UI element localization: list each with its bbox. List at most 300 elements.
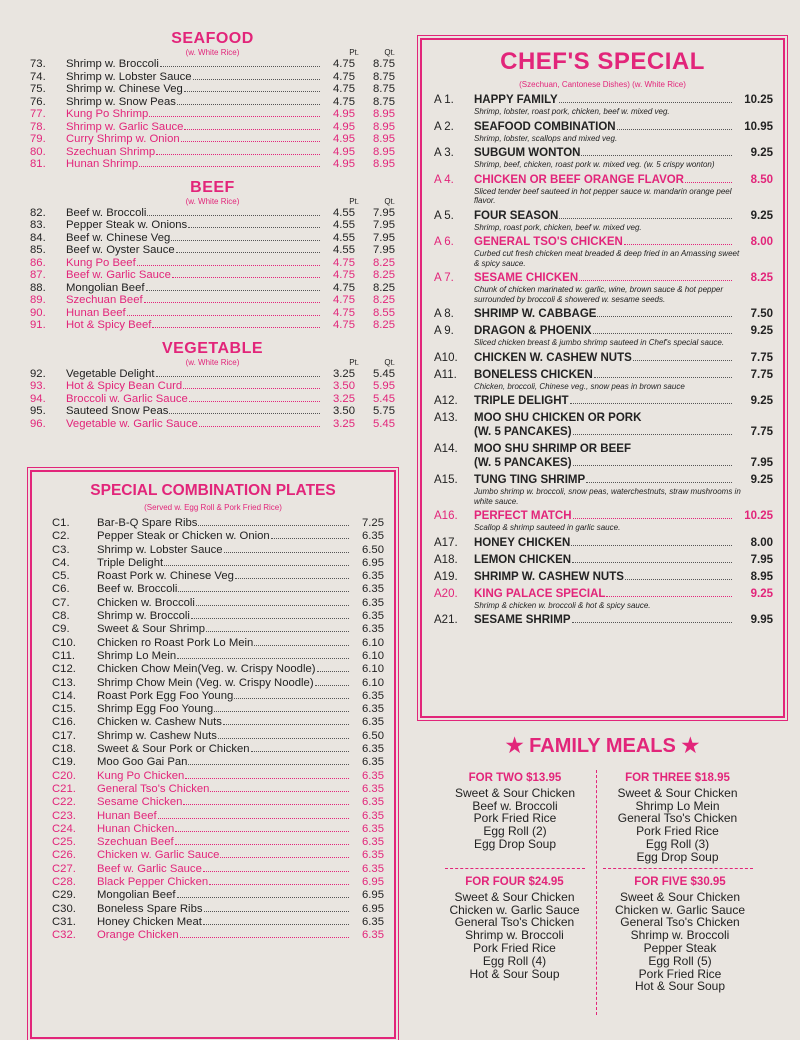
item-number: 74. xyxy=(30,70,46,83)
item-price: 6.10 xyxy=(362,636,384,649)
price-pint: 4.75 xyxy=(333,306,355,319)
item-price: 7.75 xyxy=(750,368,773,381)
item-name: General Tso's Chicken xyxy=(97,782,210,795)
menu-item xyxy=(30,393,395,406)
price-quart: 5.75 xyxy=(373,405,395,417)
item-number: A16. xyxy=(434,510,458,522)
leader-dots xyxy=(572,622,733,623)
price-pint: 4.75 xyxy=(333,256,355,269)
chef-title: CHEF'S SPECIAL xyxy=(500,48,705,75)
item-number: A 9. xyxy=(434,325,454,337)
item-number: C17. xyxy=(52,729,76,742)
item-price: 6.35 xyxy=(362,703,384,716)
combo-subtitle: (Served w. Egg Roll & Pork Fried Rice) xyxy=(144,503,282,512)
item-number: 89. xyxy=(30,294,46,306)
combo-item xyxy=(52,570,384,583)
price-quart: 8.75 xyxy=(373,58,395,70)
item-name: Beef w. Broccoli xyxy=(66,206,147,219)
combo-item xyxy=(52,544,384,557)
leader-dots xyxy=(271,538,349,539)
item-price: 7.95 xyxy=(750,457,773,469)
family-meal-item: General Tso's Chicken xyxy=(454,915,575,930)
chef-subtitle: (Szechuan, Cantonese Dishes) (w. White Rice) xyxy=(519,80,686,89)
item-price: 8.00 xyxy=(750,536,773,549)
item-name: Shrimp w. Cashew Nuts xyxy=(97,729,217,742)
price-quart: 8.25 xyxy=(373,256,395,269)
item-price: 9.25 xyxy=(750,209,773,222)
chef-item xyxy=(434,235,773,268)
item-number: 73. xyxy=(30,58,46,70)
family-meal-item: Pepper Steak xyxy=(643,940,717,955)
chef-item-row xyxy=(434,394,773,408)
price-pint: 4.75 xyxy=(333,319,355,331)
item-name: PERFECT MATCH xyxy=(474,510,572,522)
chef-item-row xyxy=(434,93,773,107)
item-number: A17. xyxy=(434,536,458,549)
item-number: A20. xyxy=(434,587,458,600)
chef-item xyxy=(434,536,773,550)
item-number: 84. xyxy=(30,231,46,244)
leader-dots xyxy=(559,102,732,103)
divider xyxy=(603,868,753,869)
leader-dots xyxy=(188,764,349,765)
item-number: 76. xyxy=(30,95,46,108)
item-name: Curry Shrimp w. Onion xyxy=(66,133,180,145)
family-meal-item: Hot & Sour Soup xyxy=(634,979,726,994)
item-number: A19. xyxy=(434,570,458,583)
family-meal-item: General Tso's Chicken xyxy=(620,915,740,930)
menu-item xyxy=(30,269,395,282)
leader-dots xyxy=(147,215,320,216)
beef-list xyxy=(30,207,395,332)
item-name: LEMON CHICKEN xyxy=(474,553,572,566)
combo-item xyxy=(52,610,384,623)
item-name: Hot & Spicy Beef xyxy=(66,319,152,331)
combo-item xyxy=(52,916,384,929)
section-subtitle: (w. White Rice) xyxy=(185,357,240,367)
price-pint: 4.75 xyxy=(333,95,355,108)
leader-dots xyxy=(177,897,349,898)
item-number: C14. xyxy=(52,689,76,702)
price-quart: 5.45 xyxy=(373,392,395,405)
family-meal-item: Hot & Sour Soup xyxy=(469,966,560,981)
price-pint: 4.95 xyxy=(333,145,355,158)
leader-dots xyxy=(586,482,732,483)
price-pint: 4.75 xyxy=(333,70,355,83)
item-number: A11. xyxy=(434,368,457,381)
item-name: Beef w. Chinese Veg xyxy=(66,231,171,244)
price-pint: 4.55 xyxy=(333,219,355,231)
item-name: SHRIMP W. CASHEW NUTS xyxy=(474,570,624,583)
family-meal-item: Egg Drop Soup xyxy=(473,836,557,851)
item-name: DRAGON & PHOENIX xyxy=(474,325,592,337)
item-number: 91. xyxy=(30,319,46,331)
menu-item xyxy=(30,294,395,307)
combo-item xyxy=(52,796,384,809)
price-quart: 8.75 xyxy=(373,95,395,108)
leader-dots xyxy=(315,685,349,686)
price-pint: 3.50 xyxy=(333,380,355,392)
family-meal-item: Sweet & Sour Chicken xyxy=(454,889,575,904)
item-name: HAPPY FAMILY xyxy=(474,94,558,106)
menu-item xyxy=(30,232,395,245)
combo-item xyxy=(52,783,384,796)
menu-item xyxy=(30,257,395,270)
chefs-special-box xyxy=(420,38,785,718)
item-price: 10.25 xyxy=(744,510,773,522)
leader-dots xyxy=(184,91,320,92)
price-quart: 5.45 xyxy=(373,417,395,430)
combo-item xyxy=(52,690,384,703)
item-name: SEAFOOD COMBINATION xyxy=(474,120,616,133)
price-quart: 8.95 xyxy=(373,120,395,133)
combo-item xyxy=(52,677,384,690)
item-number: 87. xyxy=(30,269,46,281)
chef-item xyxy=(434,93,773,117)
item-name: MOO SHU SHRIMP OR BEEF xyxy=(474,443,631,455)
item-name: Chicken w. Cashew Nuts xyxy=(97,716,222,729)
size-header xyxy=(323,48,395,58)
item-name: Szechuan Beef xyxy=(97,836,174,849)
leader-dots xyxy=(177,658,349,659)
item-name: BONELESS CHICKEN xyxy=(474,368,593,381)
leader-dots xyxy=(573,434,732,435)
item-number: A15. xyxy=(434,474,458,486)
item-name: Chicken Chow Mein(Veg. w. Crispy Noodle) xyxy=(97,663,316,676)
combo-item xyxy=(52,770,384,783)
combo-item xyxy=(52,756,384,769)
item-price: 6.35 xyxy=(362,836,384,849)
item-description: Sliced tender beef sauteed in hot pepper sauce w. mandarin orange peel flavor. xyxy=(474,186,732,205)
item-name: Shrimp Chow Mein (Veg. w. Crispy Noodle) xyxy=(97,676,314,689)
item-price: 6.35 xyxy=(362,570,384,583)
item-description: Chunk of chicken marinated w. garlic, wine, brown sauce & hot pepper surrounded by broccoli & showered w. sesame seeds. xyxy=(474,285,724,304)
item-name: HONEY CHICKEN xyxy=(474,536,571,549)
family-meals-title: ★ FAMILY MEALS ★ xyxy=(505,735,700,757)
item-name: Shrimp w. Broccoli xyxy=(97,610,190,623)
leader-dots xyxy=(196,605,349,606)
item-number: 78. xyxy=(30,120,46,133)
price-quart: 8.95 xyxy=(373,133,395,145)
chef-item xyxy=(434,442,773,470)
item-number: A12. xyxy=(434,395,458,407)
beef-section xyxy=(30,179,395,332)
chef-item-row xyxy=(434,173,773,187)
combo-item xyxy=(52,716,384,729)
chef-item xyxy=(434,173,773,206)
chef-item xyxy=(434,411,773,439)
item-name: CHICKEN OR BEEF ORANGE FLAVOR xyxy=(474,173,684,186)
leader-dots xyxy=(206,631,349,632)
price-quart: 8.95 xyxy=(373,145,395,158)
item-number: 94. xyxy=(30,392,46,405)
item-price: 6.35 xyxy=(362,689,384,702)
section-subtitle: (w. White Rice) xyxy=(185,196,240,206)
chef-item-row xyxy=(434,509,773,523)
leader-dots xyxy=(184,129,320,130)
item-price: 6.50 xyxy=(362,729,384,742)
leader-dots xyxy=(251,751,349,752)
item-name: Triple Delight xyxy=(97,556,164,569)
leader-dots xyxy=(137,265,320,266)
chef-item xyxy=(434,570,773,584)
item-name: Sweet & Sour Pork or Chicken xyxy=(97,743,250,756)
item-price: 6.35 xyxy=(362,782,384,795)
item-price: 6.35 xyxy=(362,849,384,862)
vegetable-section xyxy=(30,340,395,431)
item-name: Sweet & Sour Shrimp xyxy=(97,623,205,636)
chef-item-row xyxy=(434,351,773,365)
leader-dots xyxy=(158,818,349,819)
leader-dots xyxy=(183,388,320,389)
combo-list xyxy=(32,517,394,943)
combo-item xyxy=(52,876,384,889)
section-title: BEEF xyxy=(190,178,235,196)
family-meal-item: Pork Fried Rice xyxy=(638,966,722,981)
item-number: A13. xyxy=(434,412,458,424)
item-price: 9.25 xyxy=(750,587,773,600)
price-pint: 4.95 xyxy=(333,158,355,170)
item-number: 77. xyxy=(30,108,46,120)
item-number: C22. xyxy=(52,796,76,809)
family-meal-item: Egg Drop Soup xyxy=(636,849,719,864)
item-number: C2. xyxy=(52,530,70,543)
item-name: Shrimp Egg Foo Young xyxy=(97,703,214,716)
leader-dots xyxy=(685,182,732,183)
item-number: 81. xyxy=(30,158,46,170)
chef-item-row xyxy=(434,271,773,285)
leader-dots xyxy=(203,924,349,925)
combo-item xyxy=(52,836,384,849)
leader-dots xyxy=(152,327,320,328)
item-description: Shrimp, beef, chicken, roast pork w. mixed veg. (w. 5 crispy wonton) xyxy=(474,160,715,169)
chef-item xyxy=(434,146,773,170)
item-number: 86. xyxy=(30,256,46,269)
item-price: 6.10 xyxy=(362,663,384,676)
chef-list xyxy=(422,93,783,627)
menu-item xyxy=(30,368,395,381)
chef-item xyxy=(434,587,773,611)
chef-item-row xyxy=(434,473,773,487)
item-number: C4. xyxy=(52,556,70,569)
combo-item xyxy=(52,823,384,836)
item-number: A 2. xyxy=(434,120,454,133)
menu-item xyxy=(30,108,395,121)
section-subtitle: (w. White Rice) xyxy=(185,48,240,57)
item-price: 6.35 xyxy=(362,623,384,636)
menu-item xyxy=(30,244,395,257)
item-price: 9.95 xyxy=(750,614,773,626)
item-name: Black Pepper Chicken xyxy=(97,876,209,889)
item-name: KING PALACE SPECIAL xyxy=(474,587,606,600)
item-price: 6.50 xyxy=(362,543,384,556)
family-meal-item: Egg Roll (3) xyxy=(645,836,710,851)
item-name: SESAME SHRIMP xyxy=(474,614,571,626)
item-name: Shrimp w. Lobster Sauce xyxy=(66,70,192,83)
family-meal-five xyxy=(600,876,760,993)
menu-item xyxy=(30,58,395,71)
item-number: 95. xyxy=(30,405,46,417)
price-pint: 3.25 xyxy=(333,367,355,380)
qt-label: Qt. xyxy=(384,196,395,206)
leader-dots xyxy=(156,376,320,377)
item-price: 9.25 xyxy=(750,474,773,486)
family-meal-item: Beef w. Broccoli xyxy=(472,798,558,813)
item-number: C23. xyxy=(52,809,76,822)
item-description: Scallop & shrimp sauteed in garlic sauce. xyxy=(474,523,621,532)
family-meal-item: Pork Fried Rice xyxy=(473,811,557,826)
item-price: 6.35 xyxy=(362,530,384,543)
item-price: 10.25 xyxy=(744,94,773,106)
chef-item-row xyxy=(434,442,773,456)
item-name: SUBGUM WONTON xyxy=(474,147,581,159)
chef-item xyxy=(434,613,773,627)
item-price: 6.35 xyxy=(362,583,384,596)
price-quart: 5.45 xyxy=(373,367,395,380)
leader-dots xyxy=(223,724,349,725)
combo-item xyxy=(52,637,384,650)
chef-item-row xyxy=(434,307,773,321)
item-price: 6.95 xyxy=(362,889,384,902)
combination-plates-box xyxy=(30,470,396,1039)
price-quart: 8.95 xyxy=(373,108,395,120)
leader-dots xyxy=(234,698,349,699)
menu-item xyxy=(30,319,395,332)
item-name: Vegetable Delight xyxy=(66,367,155,380)
price-pint: 3.25 xyxy=(333,417,355,430)
leader-dots xyxy=(581,155,732,156)
pt-label: Pt. xyxy=(349,357,359,367)
family-meal-item: General Tso's Chicken xyxy=(617,811,738,826)
combo-item xyxy=(52,663,384,676)
combo-item xyxy=(52,929,384,942)
chef-item-row xyxy=(434,456,773,470)
item-name: Hunan Beef xyxy=(66,306,126,319)
family-meal-two xyxy=(440,772,590,851)
item-price: 7.95 xyxy=(750,553,773,566)
leader-dots xyxy=(180,937,349,938)
item-description: Shrimp, lobster, scallops and mixed veg. xyxy=(474,133,618,143)
leader-dots xyxy=(175,844,349,845)
item-name: Boneless Spare Ribs xyxy=(97,902,203,915)
menu-item xyxy=(30,83,395,96)
item-name: Honey Chicken Meat xyxy=(97,915,202,928)
item-name: Shrimp w. Chinese Veg xyxy=(66,83,183,95)
chef-item-row xyxy=(434,425,773,439)
item-price: 6.35 xyxy=(362,915,384,928)
item-number: C3. xyxy=(52,543,70,556)
chef-item xyxy=(434,307,773,321)
item-name: Hot & Spicy Bean Curd xyxy=(66,380,183,392)
chef-item-row xyxy=(434,613,773,627)
item-number: C18. xyxy=(52,743,76,756)
leader-dots xyxy=(570,403,732,404)
leader-dots xyxy=(193,79,320,80)
item-number: A 5. xyxy=(434,209,454,222)
leader-dots xyxy=(183,804,349,805)
chef-item xyxy=(434,271,773,304)
leader-dots xyxy=(204,911,350,912)
price-quart: 7.95 xyxy=(373,231,395,244)
menu-item xyxy=(30,307,395,320)
family-meal-four xyxy=(432,876,597,980)
item-number: A21. xyxy=(434,614,458,626)
leader-dots xyxy=(156,154,320,155)
leader-dots xyxy=(571,545,732,546)
leader-dots xyxy=(198,525,349,526)
price-pint: 4.95 xyxy=(333,108,355,120)
chef-item xyxy=(434,209,773,233)
item-name: Moo Goo Gai Pan xyxy=(97,756,188,769)
item-number: C13. xyxy=(52,676,76,689)
item-price: 7.75 xyxy=(750,426,773,438)
chef-item-row xyxy=(434,324,773,338)
combo-item xyxy=(52,557,384,570)
item-number: 90. xyxy=(30,306,46,319)
item-number: C25. xyxy=(52,836,76,849)
item-name: TRIPLE DELIGHT xyxy=(474,395,569,407)
menu-item xyxy=(30,380,395,393)
price-quart: 8.75 xyxy=(373,70,395,83)
item-price: 6.35 xyxy=(362,769,384,782)
item-name-cont: (W. 5 PANCAKES) xyxy=(474,457,572,469)
leader-dots xyxy=(606,596,732,597)
family-meal-item: Shrimp w. Broccoli xyxy=(465,928,564,943)
family-meal-item: Shrimp Lo Mein xyxy=(635,798,720,813)
leader-dots xyxy=(625,579,732,580)
item-name: Broccoli w. Garlic Sauce xyxy=(66,392,188,405)
price-quart: 8.25 xyxy=(373,281,395,294)
chef-item-row xyxy=(434,587,773,601)
leader-dots xyxy=(593,333,732,334)
family-meal-header: FOR TWO $13.95 xyxy=(468,772,562,784)
left-column xyxy=(30,30,395,430)
leader-dots xyxy=(214,711,349,712)
menu-item xyxy=(30,158,395,171)
item-price: 6.35 xyxy=(362,743,384,756)
item-name: Mongolian Beef xyxy=(97,889,176,902)
item-name: Kung Po Shrimp xyxy=(66,108,149,120)
item-name-cont: (W. 5 PANCAKES) xyxy=(474,426,572,438)
item-number: A 4. xyxy=(434,173,454,186)
item-name: Mongolian Beef xyxy=(66,281,145,294)
item-number: A 7. xyxy=(434,272,454,284)
seafood-section xyxy=(30,30,395,171)
leader-dots xyxy=(146,290,320,291)
item-number: C8. xyxy=(52,610,70,623)
leader-dots xyxy=(191,618,349,619)
item-name: Kung Po Chicken xyxy=(97,769,185,782)
item-name: Chicken ro Roast Pork Lo Mein xyxy=(97,636,254,649)
price-quart: 7.95 xyxy=(373,244,395,256)
item-number: A 1. xyxy=(434,94,454,106)
family-meal-item: Sweet & Sour Chicken xyxy=(617,785,738,800)
combo-item xyxy=(52,703,384,716)
leader-dots xyxy=(139,166,320,167)
item-name: SESAME CHICKEN xyxy=(474,272,579,284)
item-number: 93. xyxy=(30,380,46,392)
item-name: Szechuan Shrimp xyxy=(66,145,156,158)
price-quart: 8.95 xyxy=(373,158,395,170)
price-pint: 4.75 xyxy=(333,83,355,95)
item-number: C29. xyxy=(52,889,76,902)
leader-dots xyxy=(203,871,349,872)
price-quart: 5.95 xyxy=(373,380,395,392)
pt-label: Pt. xyxy=(349,196,359,206)
leader-dots xyxy=(617,129,732,130)
combo-item xyxy=(52,903,384,916)
price-quart: 8.25 xyxy=(373,269,395,281)
